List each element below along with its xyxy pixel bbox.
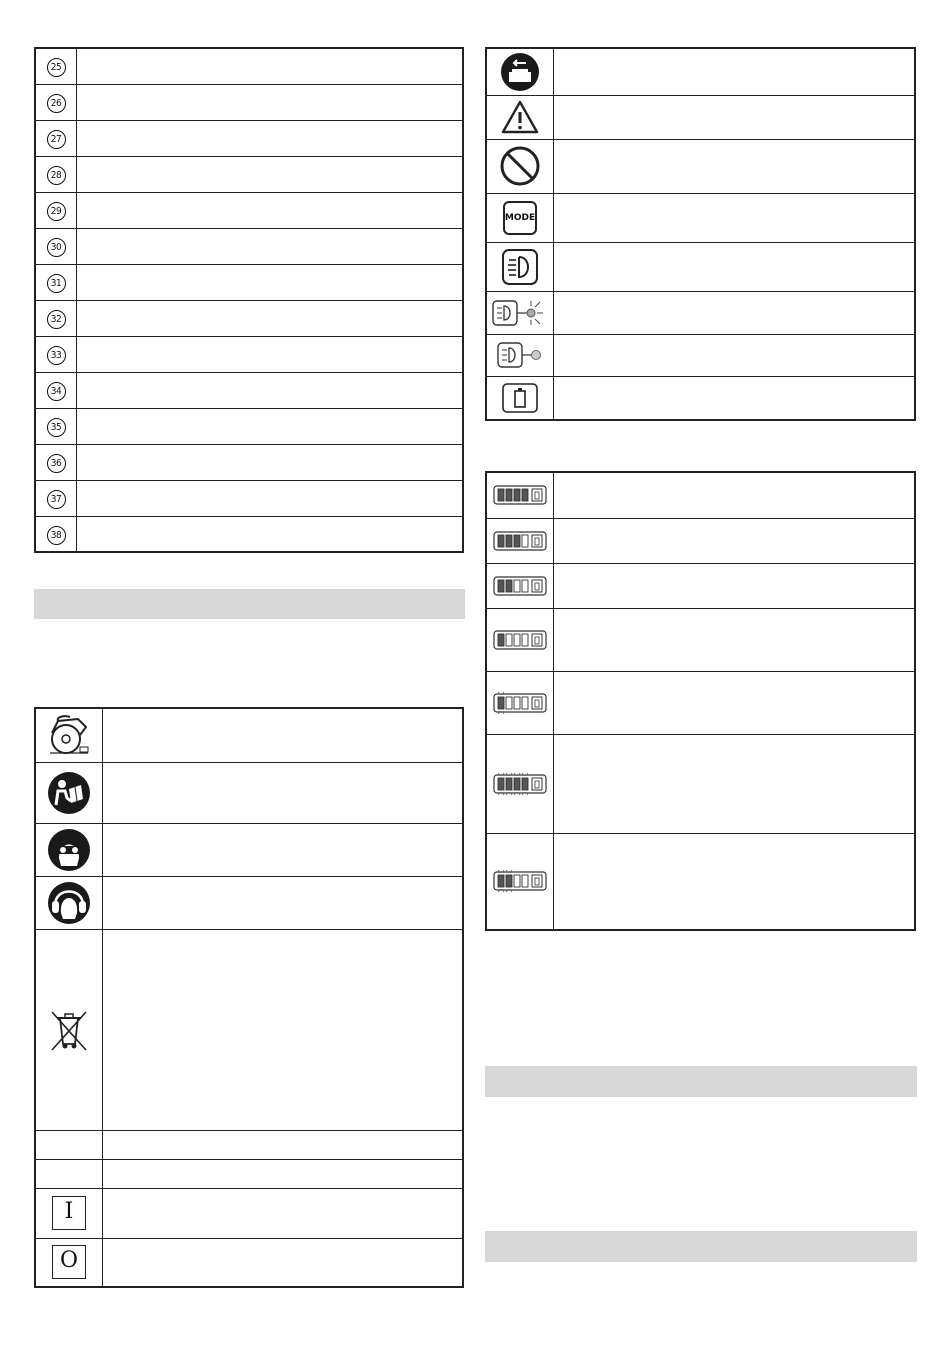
part-number-cell: [35, 516, 77, 552]
symbol-description: [103, 876, 464, 929]
gauge-segment: [522, 580, 528, 592]
part-description: [77, 480, 464, 516]
gauge-segment: [514, 535, 520, 547]
gauge-segment: [522, 875, 528, 887]
part-number: 33: [47, 346, 66, 365]
part-number-cell: [35, 300, 77, 336]
gauge-segment: [506, 634, 512, 646]
symbol-icon-cell: [35, 1238, 103, 1287]
part-number: 29: [47, 202, 66, 221]
part-number-cell: [35, 264, 77, 300]
part-number: 35: [47, 418, 66, 437]
part-number: 27: [47, 130, 66, 149]
battery-indicator-row: [486, 671, 915, 734]
symbol-icon-cell: [35, 823, 103, 876]
battery-indicator-row: [486, 563, 915, 608]
symbol-row: [486, 334, 915, 376]
gauge-segment: [514, 580, 520, 592]
battery-indicator-description: [554, 833, 916, 930]
symbol-icon-cell: [35, 1159, 103, 1188]
gauge-segment: [514, 697, 520, 709]
off-position-icon: [52, 1245, 86, 1279]
symbol-row: [35, 929, 463, 1130]
light-button-icon: [501, 248, 539, 286]
part-number: 30: [47, 238, 66, 257]
gauge-battery-inner: [535, 492, 539, 499]
warning-icon: [500, 99, 540, 135]
symbol-description: [103, 762, 464, 823]
battery-indicator-description: [554, 671, 916, 734]
gauge-segment: [506, 535, 512, 547]
symbol-description: [554, 291, 916, 334]
symbol-icon-cell: [486, 334, 554, 376]
symbol-row: [35, 1159, 463, 1188]
part-description: [77, 264, 464, 300]
part-description: [77, 84, 464, 120]
parts-list-table: [34, 47, 464, 553]
gauge-battery-inner: [535, 878, 539, 885]
gauge-segment: [522, 489, 528, 501]
gauge-segment: [506, 489, 512, 501]
symbol-description: [554, 334, 916, 376]
part-number-cell: [35, 228, 77, 264]
mode-button-label: MODE: [504, 212, 536, 223]
eye-protection-icon: [47, 828, 91, 872]
part-description: [77, 372, 464, 408]
parts-list-row: [35, 156, 463, 192]
part-description: [77, 516, 464, 552]
part-description: [77, 48, 464, 84]
disconnect-battery-icon: [500, 52, 540, 92]
part-number-cell: [35, 372, 77, 408]
part-description: [77, 300, 464, 336]
symbol-row: [35, 762, 463, 823]
part-description: [77, 156, 464, 192]
part-description: [77, 444, 464, 480]
symbol-description: [103, 708, 464, 762]
read-manual-icon: [47, 771, 91, 815]
parts-list-row: [35, 444, 463, 480]
symbol-row: [486, 242, 915, 291]
section-header-band: [485, 1231, 917, 1262]
battery-indicator-row: [486, 472, 915, 518]
battery-all-blinking-icon: [490, 771, 550, 797]
part-number-cell: [35, 84, 77, 120]
gauge-segment: [514, 875, 520, 887]
safety-symbols-table: [34, 707, 464, 1288]
symbol-row: [486, 139, 915, 193]
part-number: 36: [47, 454, 66, 473]
battery-gauge-cell: [486, 608, 554, 671]
symbol-icon-cell: [35, 1130, 103, 1159]
symbol-icon-cell: [486, 291, 554, 334]
battery-gauge-cell: [486, 472, 554, 518]
gauge-segment: [498, 580, 504, 592]
part-number: 25: [47, 58, 66, 77]
section-header-band: [485, 1066, 917, 1097]
battery-level-1-blinking-icon: [490, 690, 550, 716]
symbol-row: [486, 48, 915, 95]
parts-list-row: [35, 120, 463, 156]
symbol-description: [103, 1130, 464, 1159]
part-description: [77, 408, 464, 444]
parts-list-row: [35, 48, 463, 84]
symbol-description: [554, 95, 916, 139]
part-number-cell: [35, 408, 77, 444]
symbol-description: [103, 1238, 464, 1287]
symbol-icon-cell: [486, 193, 554, 242]
battery-alternating-blink-icon: [490, 868, 550, 894]
battery-level-1-icon: [490, 627, 550, 653]
gauge-segment: [522, 778, 528, 790]
parts-list-row: [35, 228, 463, 264]
gauge-segment: [498, 634, 504, 646]
weee-crossed-bin-icon: [48, 1008, 90, 1052]
parts-list-row: [35, 336, 463, 372]
gauge-segment: [498, 875, 504, 887]
battery-indicator-table: [485, 471, 916, 931]
parts-list-row: [35, 516, 463, 552]
off-position-label: O: [59, 1248, 79, 1274]
on-position-icon: [52, 1196, 86, 1230]
symbol-description: [103, 1159, 464, 1188]
symbol-icon-cell: [35, 1188, 103, 1238]
gauge-segment: [514, 634, 520, 646]
gauge-segment: [498, 778, 504, 790]
symbol-icon-cell: [35, 876, 103, 929]
on-position-label: I: [64, 1199, 74, 1224]
gauge-segment: [498, 489, 504, 501]
gauge-battery-inner: [535, 538, 539, 545]
symbol-description: [103, 1188, 464, 1238]
part-description: [77, 336, 464, 372]
prohibited-icon: [498, 144, 542, 188]
battery-gauge-cell: [486, 671, 554, 734]
battery-indicator-description: [554, 472, 916, 518]
ear-protection-icon: [47, 881, 91, 925]
part-number: 32: [47, 310, 66, 329]
symbol-description: [554, 193, 916, 242]
section-header-band: [34, 589, 465, 619]
symbol-description: [554, 242, 916, 291]
battery-indicator-row: [486, 608, 915, 671]
symbol-icon-cell: [486, 139, 554, 193]
symbol-description: [554, 376, 916, 420]
part-number: 26: [47, 94, 66, 113]
battery-indicator-description: [554, 734, 916, 833]
gauge-battery-inner: [535, 637, 539, 644]
part-description: [77, 192, 464, 228]
gauge-segment: [514, 489, 520, 501]
symbol-row: [35, 1130, 463, 1159]
parts-list-row: [35, 480, 463, 516]
gauge-battery-inner: [535, 700, 539, 707]
part-number: 28: [47, 166, 66, 185]
battery-icon: [501, 382, 539, 414]
battery-indicator-description: [554, 563, 916, 608]
gauge-segment: [522, 697, 528, 709]
battery-indicator-description: [554, 608, 916, 671]
circular-saw-icon: [44, 713, 94, 757]
battery-indicator-row: [486, 734, 915, 833]
battery-gauge-cell: [486, 833, 554, 930]
part-number: 37: [47, 490, 66, 509]
symbol-row: [35, 876, 463, 929]
symbol-row: [486, 291, 915, 334]
gauge-segment: [506, 875, 512, 887]
battery-level-4-icon: [490, 482, 550, 508]
symbol-row: [35, 823, 463, 876]
battery-indicator-row: [486, 833, 915, 930]
parts-list-row: [35, 264, 463, 300]
gauge-battery-inner: [535, 781, 539, 788]
symbol-row: [486, 193, 915, 242]
symbol-icon-cell: [35, 762, 103, 823]
part-number-cell: [35, 480, 77, 516]
symbol-description: [103, 929, 464, 1130]
symbol-row: [486, 376, 915, 420]
symbol-icon-cell: [486, 48, 554, 95]
battery-gauge-cell: [486, 734, 554, 833]
symbol-icon-cell: [35, 929, 103, 1130]
part-description: [77, 228, 464, 264]
part-number: 34: [47, 382, 66, 401]
battery-level-3-icon: [490, 528, 550, 554]
symbol-row: [35, 1238, 463, 1287]
parts-list-row: [35, 84, 463, 120]
part-number: 38: [47, 526, 66, 545]
gauge-segment: [522, 535, 528, 547]
light-off-icon: [494, 340, 546, 370]
symbol-icon-cell: [486, 95, 554, 139]
part-number: 31: [47, 274, 66, 293]
gauge-segment: [514, 778, 520, 790]
symbol-description: [554, 48, 916, 95]
symbol-icon-cell: [35, 708, 103, 762]
function-symbols-table: [485, 47, 916, 421]
symbol-row: [486, 95, 915, 139]
parts-list-row: [35, 192, 463, 228]
symbol-description: [103, 823, 464, 876]
part-number-cell: [35, 120, 77, 156]
parts-list-row: [35, 300, 463, 336]
mode-button-icon: [503, 201, 537, 235]
battery-indicator-description: [554, 518, 916, 563]
battery-gauge-cell: [486, 563, 554, 608]
battery-gauge-cell: [486, 518, 554, 563]
gauge-segment: [498, 535, 504, 547]
parts-list-row: [35, 372, 463, 408]
symbol-icon-cell: [486, 376, 554, 420]
part-number-cell: [35, 156, 77, 192]
part-description: [77, 120, 464, 156]
gauge-segment: [506, 580, 512, 592]
part-number-cell: [35, 336, 77, 372]
battery-indicator-row: [486, 518, 915, 563]
gauge-battery-inner: [535, 583, 539, 590]
parts-list-row: [35, 408, 463, 444]
light-on-icon: [491, 296, 549, 330]
symbol-row: [35, 1188, 463, 1238]
part-number-cell: [35, 48, 77, 84]
gauge-segment: [506, 697, 512, 709]
symbol-description: [554, 139, 916, 193]
battery-level-2-icon: [490, 573, 550, 599]
part-number-cell: [35, 192, 77, 228]
symbol-icon-cell: [486, 242, 554, 291]
gauge-segment: [522, 634, 528, 646]
gauge-segment: [506, 778, 512, 790]
part-number-cell: [35, 444, 77, 480]
gauge-segment: [498, 697, 504, 709]
symbol-row: [35, 708, 463, 762]
